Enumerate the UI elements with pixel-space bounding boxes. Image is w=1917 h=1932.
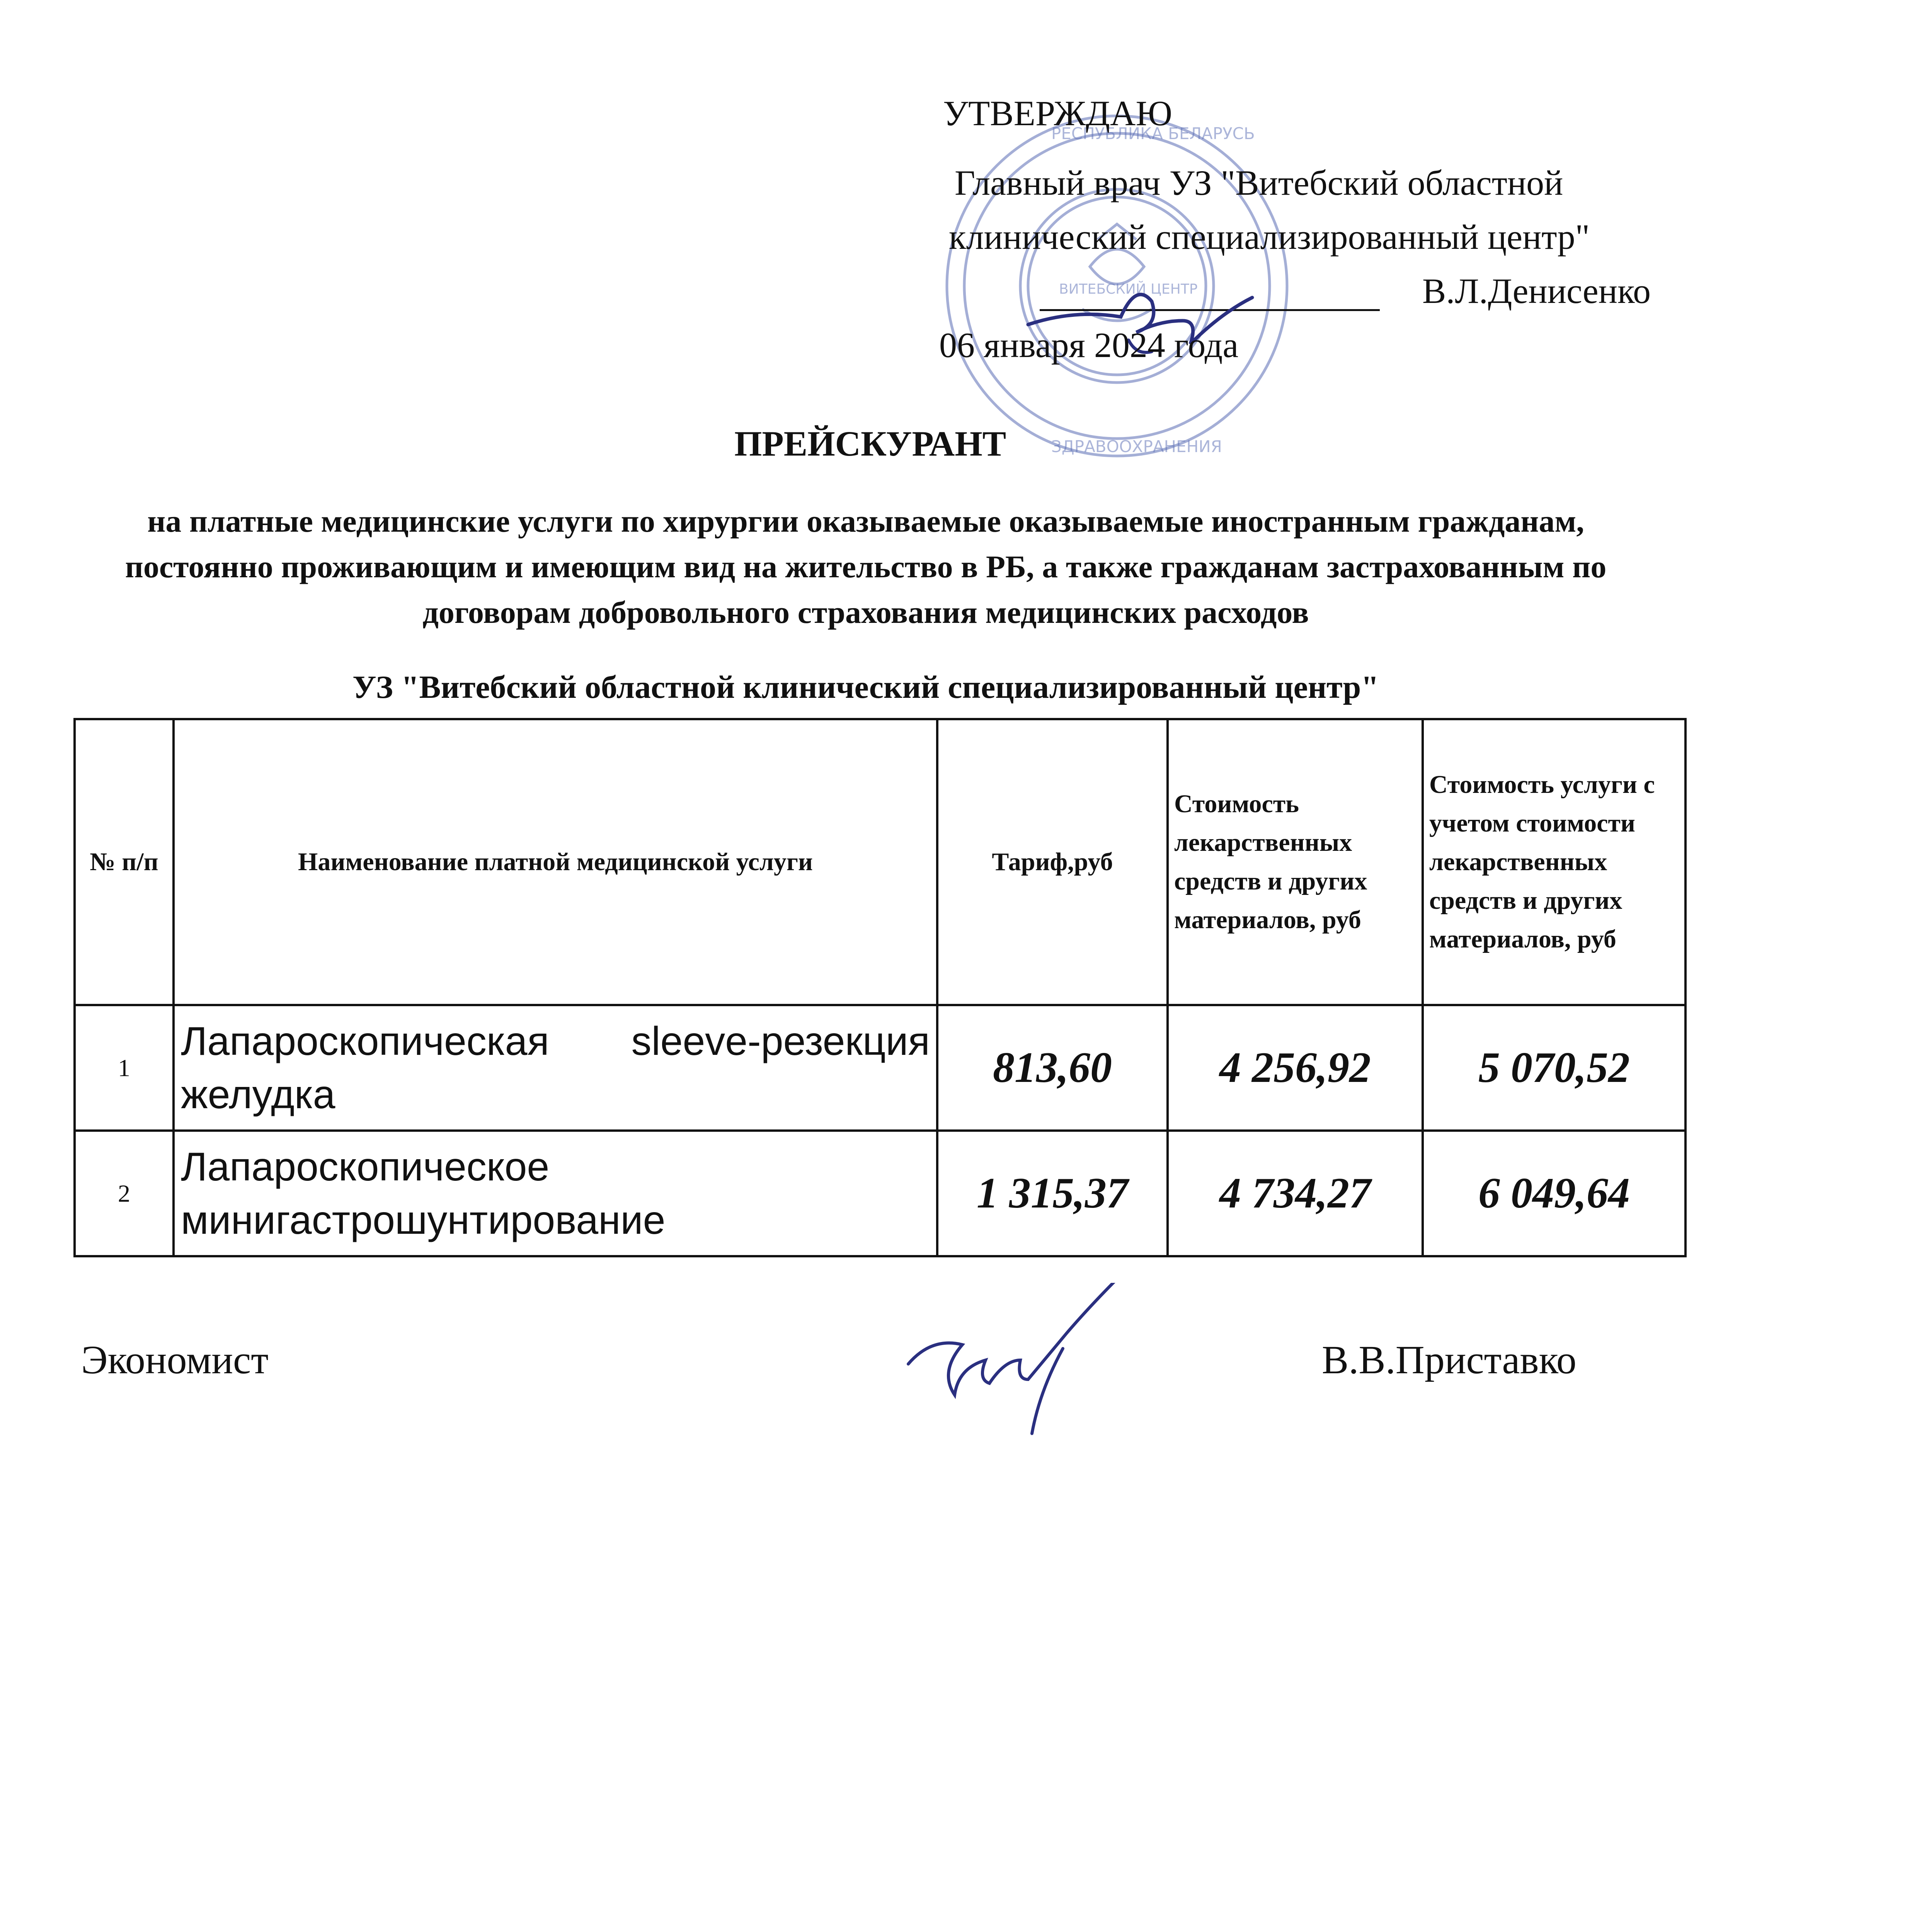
document-subtitle: на платные медицинские услуги по хирургии оказываемые оказываемые иностранным гражданам, постоянно проживающим и имеющим вид на жительство в РБ, а также гражданам застрахованным по договорам добровольного страхования медицинских расходов <box>125 503 1607 630</box>
row-service-name: Лапароскопическое минигастрошунтирование <box>174 1131 937 1256</box>
economist-label: Экономист <box>81 1338 269 1382</box>
row-tariff: 813,60 <box>937 1005 1168 1131</box>
row-total-cost: 5 070,52 <box>1423 1005 1685 1131</box>
approval-title: УТВЕРЖДАЮ <box>943 94 1173 133</box>
approval-position-line2: клинический специализированный центр" <box>949 217 1590 257</box>
table-row <box>75 1131 1685 1256</box>
economist-signature <box>881 1283 1159 1445</box>
header-meds-cost: Стоимость лекарственных средств и других материалов, руб <box>1168 719 1423 1005</box>
header-name: Наименование платной медицинской услуги <box>174 719 937 1005</box>
row-service-name: Лапароскопическая sleeve-резекция желудка <box>174 1005 937 1131</box>
header-total-cost: Стоимость услуги с учетом стоимости лекарственных средств и других материалов, руб <box>1423 719 1685 1005</box>
row-tariff: 1 315,37 <box>937 1131 1168 1256</box>
economist-name: В.В.Приставко <box>1322 1338 1577 1382</box>
approval-signatory: В.Л.Денисенко <box>1422 271 1651 311</box>
row-num: 2 <box>75 1131 174 1256</box>
organization-name: УЗ "Витебский областной клинический специализированный центр" <box>352 669 1379 705</box>
row-meds-cost: 4 256,92 <box>1168 1005 1423 1131</box>
approval-date: 06 января 2024 года <box>939 325 1239 365</box>
row-total-cost: 6 049,64 <box>1423 1131 1685 1256</box>
header-num: № п/п <box>75 719 174 1005</box>
row-num: 1 <box>75 1005 174 1131</box>
price-table <box>73 718 1687 1257</box>
svg-text:РЕСПУБЛИКА БЕЛАРУСЬ: РЕСПУБЛИКА БЕЛАРУСЬ <box>1051 124 1255 143</box>
svg-text:ВИТЕБСКИЙ ЦЕНТР: ВИТЕБСКИЙ ЦЕНТР <box>1059 281 1198 297</box>
header-tariff: Тариф,руб <box>937 719 1168 1005</box>
approval-position-line1: Главный врач УЗ "Витебский областной <box>955 163 1563 202</box>
table-row <box>75 1005 1685 1131</box>
document-title: ПРЕЙСКУРАНТ <box>734 424 1006 463</box>
svg-text:ЗДРАВООХРАНЕНИЯ: ЗДРАВООХРАНЕНИЯ <box>1051 437 1222 456</box>
row-meds-cost: 4 734,27 <box>1168 1131 1423 1256</box>
table-header-row <box>75 719 1685 1005</box>
